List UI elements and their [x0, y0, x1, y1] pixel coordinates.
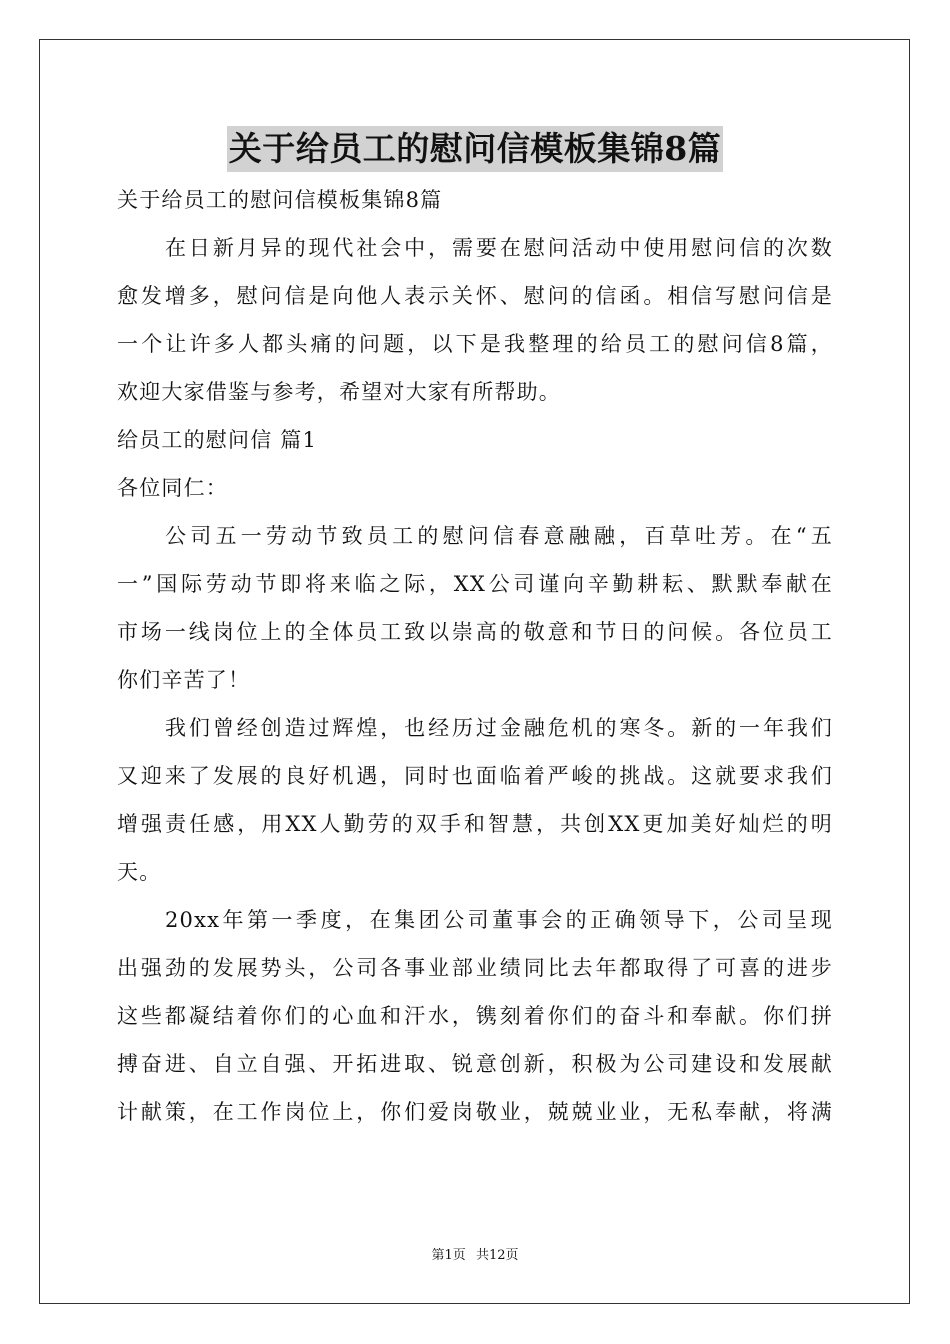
page-total: 共12页: [475, 1248, 519, 1263]
text-line: 市场一线岗位上的全体员工致以崇高的敬意和节日的问候。各位员工: [117, 620, 833, 644]
text-line: 20xx年第一季度，在集团公司董事会的正确领导下，公司呈现: [165, 908, 833, 932]
text-line: 我们曾经创造过辉煌，也经历过金融危机的寒冬。新的一年我们: [165, 716, 833, 740]
text-line: 你们辛苦了！: [117, 668, 251, 692]
text-line: 给员工的慰问信 篇1: [117, 428, 318, 452]
text-line: 计献策，在工作岗位上，你们爱岗敬业，兢兢业业，无私奉献，将满: [117, 1100, 833, 1124]
page-number: 第1页: [431, 1248, 466, 1263]
text-line: 公司五一劳动节致员工的慰问信春意融融，百草吐芳。在“五: [165, 524, 833, 548]
text-line: 一个让许多人都头痛的问题，以下是我整理的给员工的慰问信8篇，: [117, 332, 833, 356]
text-line: 关于给员工的慰问信模板集锦8篇: [117, 188, 443, 212]
page-footer: [0, 1247, 950, 1265]
text-line: 各位同仁：: [117, 476, 228, 500]
text-line: 欢迎大家借鉴与参考，希望对大家有所帮助。: [117, 380, 561, 404]
text-line: 又迎来了发展的良好机遇，同时也面临着严峻的挑战。这就要求我们: [117, 764, 833, 788]
document-title: 关于给员工的慰问信模板集锦8篇: [227, 126, 723, 172]
text-line: 天。: [117, 860, 162, 884]
text-line: 愈发增多，慰问信是向他人表示关怀、慰问的信函。相信写慰问信是: [117, 284, 833, 308]
document-body: [117, 176, 833, 1136]
text-line: 搏奋进、自立自强、开拓进取、锐意创新，积极为公司建设和发展献: [117, 1052, 833, 1076]
text-line: 在日新月异的现代社会中，需要在慰问活动中使用慰问信的次数: [165, 236, 833, 260]
text-line: 这些都凝结着你们的心血和汗水，镌刻着你们的奋斗和奉献。你们拼: [117, 1004, 833, 1028]
text-line: 一”国际劳动节即将来临之际，XX公司谨向辛勤耕耘、默默奉献在: [117, 572, 833, 596]
text-line: 增强责任感，用XX人勤劳的双手和智慧，共创XX更加美好灿烂的明: [117, 812, 833, 836]
text-line: 出强劲的发展势头，公司各事业部业绩同比去年都取得了可喜的进步: [117, 956, 833, 980]
title-wrap: [0, 126, 950, 172]
